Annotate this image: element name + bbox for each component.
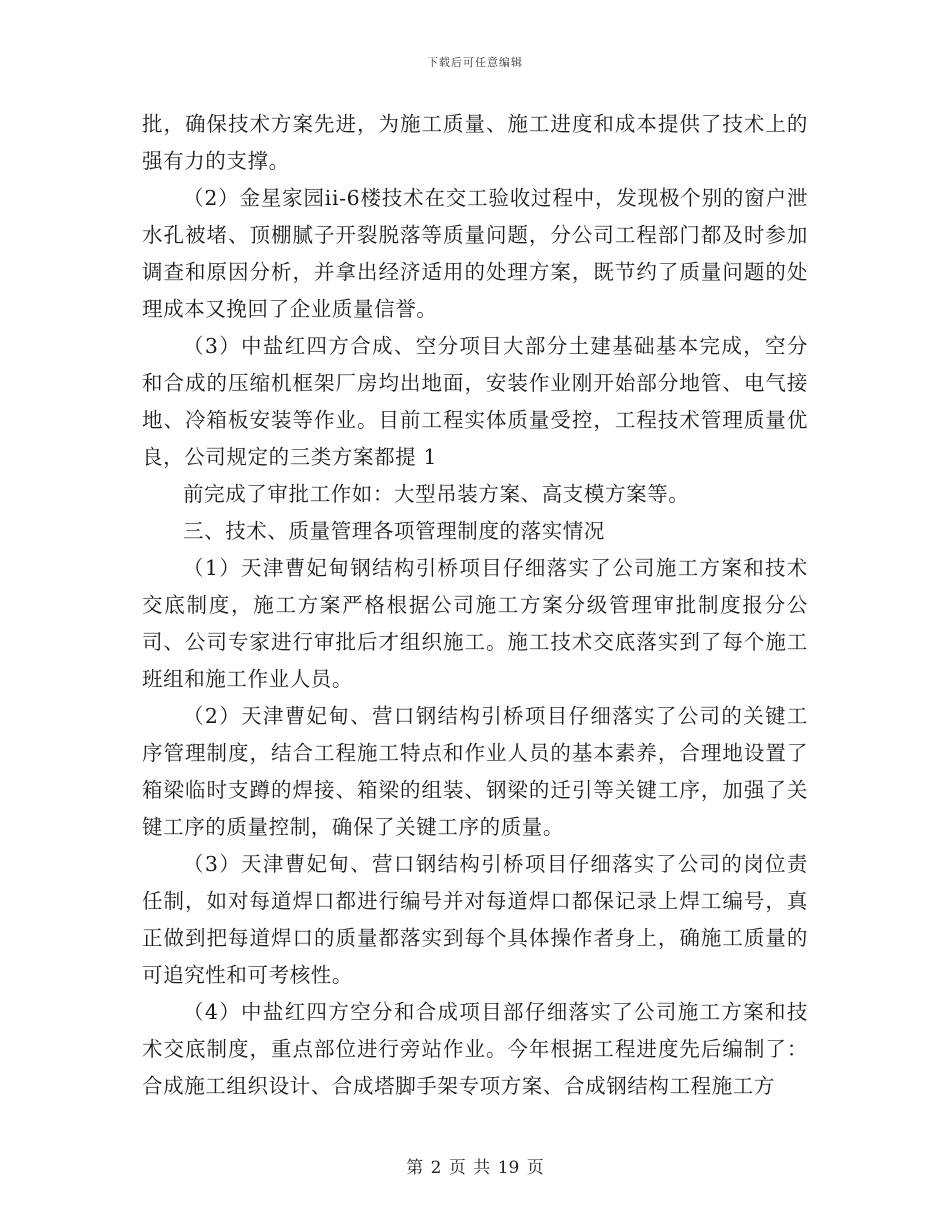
paragraph: （1）天津曹妃甸钢结构引桥项目仔细落实了公司施工方案和技术交底制度，施工方案严格根据公司施工方案分级管理审批制度报分公司、公司专家进行审批后才组织施工。施工技术交底落实到了每个施工班组和施工作业人员。 bbox=[142, 556, 808, 691]
paragraph: 批，确保技术方案先进，为施工质量、施工进度和成本提供了技术上的强有力的支撑。 bbox=[142, 112, 808, 173]
paragraph: （3）天津曹妃甸、营口钢结构引桥项目仔细落实了公司的岗位责任制，如对每道焊口都进行编号并对每道焊口都保记录上焊工编号，真正做到把每道焊口的质量都落实到每个具体操作者身上，确施工质量的可追究性和可考核性。 bbox=[142, 852, 808, 987]
paragraph: （2）天津曹妃甸、营口钢结构引桥项目仔细落实了公司的关键工序管理制度，结合工程施工特点和作业人员的基本素养，合理地设置了箱梁临时支蹲的焊接、箱梁的组装、钢梁的迁引等关键工序，加强了关键工序的质量控制，确保了关键工序的质量。 bbox=[142, 704, 808, 839]
paragraph: （4）中盐红四方空分和合成项目部仔细落实了公司施工方案和技术交底制度，重点部位进行旁站作业。今年根据工程进度先后编制了：合成施工组织设计、合成塔脚手架专项方案、合成钢结构工程施工方 bbox=[142, 1000, 808, 1098]
page-header: 下载后可任意编辑 bbox=[427, 56, 523, 69]
paragraph: （3）中盐红四方合成、空分项目大部分土建基础基本完成，空分和合成的压缩机框架厂房均出地面，安装作业刚开始部分地管、电气接地、冷箱板安装等作业。目前工程实体质量受控，工程技术管理质量优良，公司规定的三类方案都提 1 bbox=[142, 334, 808, 469]
page-number-footer: 第 2 页 共 19 页 bbox=[406, 1158, 544, 1178]
paragraph: （2）金星家园ii-6楼技术在交工验收过程中，发现极个别的窗户泄水孔被堵、顶棚腻子开裂脱落等质量问题，分公司工程部门都及时参加调查和原因分析，并拿出经济适用的处理方案，既节约了质量问题的处理成本又挽回了企业质量信誉。 bbox=[142, 186, 808, 321]
paragraph: 前完成了审批工作如：大型吊装方案、高支模方案等。 bbox=[183, 482, 690, 506]
document-body bbox=[142, 106, 808, 1105]
section-heading: 三、技术、质量管理各项管理制度的落实情况 bbox=[183, 519, 605, 543]
